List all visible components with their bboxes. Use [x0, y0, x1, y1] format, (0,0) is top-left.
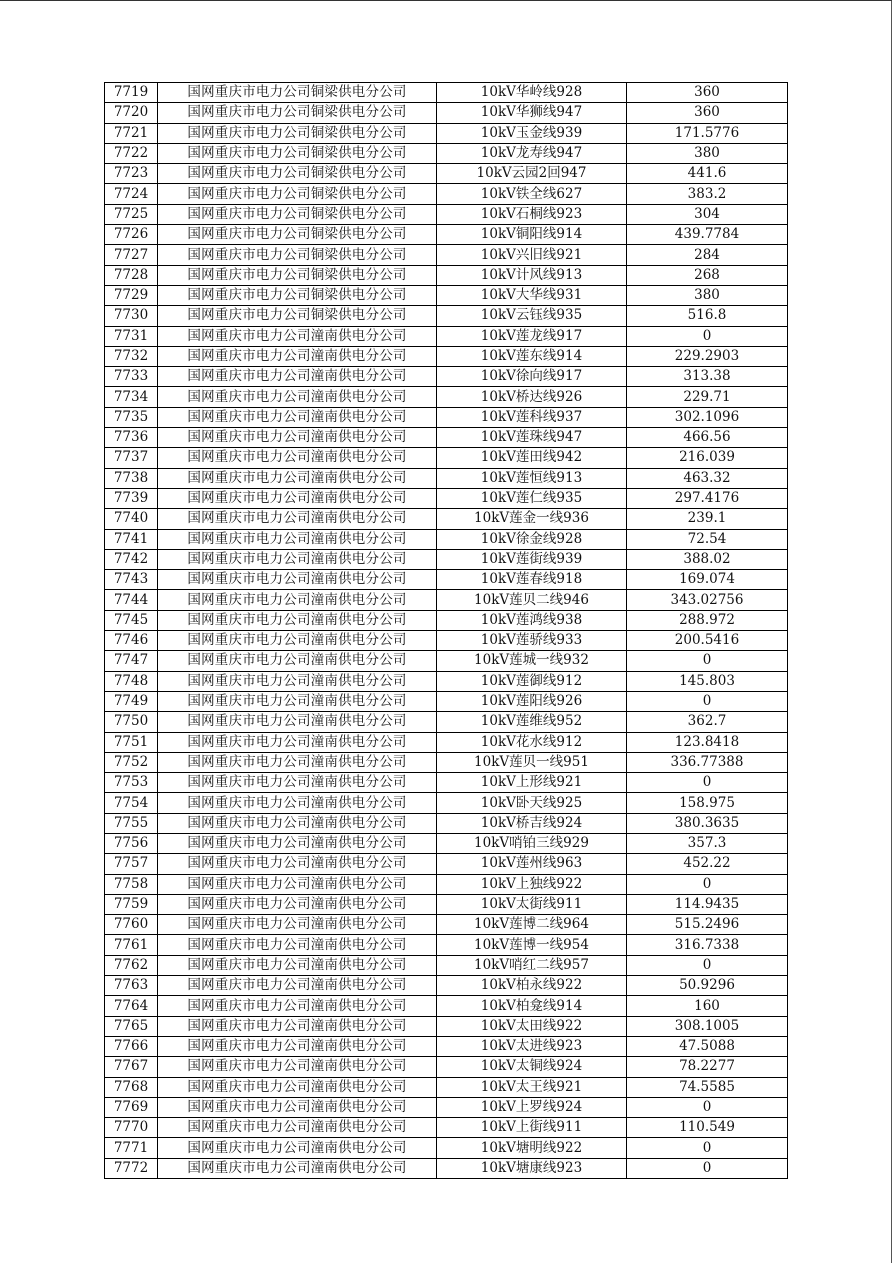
company-cell: 国网重庆市电力公司潼南供电分公司	[158, 326, 437, 346]
line-name-cell: 10kV龙寿线947	[437, 143, 627, 163]
value-cell: 239.1	[627, 509, 788, 529]
table-row	[105, 935, 788, 955]
row-number-cell: 7751	[105, 732, 158, 752]
company-cell: 国网重庆市电力公司潼南供电分公司	[158, 671, 437, 691]
table-row	[105, 1138, 788, 1158]
value-cell: 466.56	[627, 428, 788, 448]
row-number-cell: 7753	[105, 773, 158, 793]
line-name-cell: 10kV莲龙线917	[437, 326, 627, 346]
value-cell: 316.7338	[627, 935, 788, 955]
row-number-cell: 7735	[105, 407, 158, 427]
company-cell: 国网重庆市电力公司潼南供电分公司	[158, 488, 437, 508]
value-cell: 0	[627, 955, 788, 975]
company-cell: 国网重庆市电力公司铜梁供电分公司	[158, 184, 437, 204]
line-name-cell: 10kV莲骄线933	[437, 631, 627, 651]
table-row	[105, 1158, 788, 1178]
company-cell: 国网重庆市电力公司潼南供电分公司	[158, 752, 437, 772]
table-row	[105, 326, 788, 346]
table-row	[105, 204, 788, 224]
table-row	[105, 265, 788, 285]
line-name-cell: 10kV花水线912	[437, 732, 627, 752]
row-number-cell: 7742	[105, 549, 158, 569]
line-name-cell: 10kV柏永线922	[437, 976, 627, 996]
line-name-cell: 10kV莲仁线935	[437, 488, 627, 508]
row-number-cell: 7765	[105, 1016, 158, 1036]
table-row	[105, 164, 788, 184]
value-cell: 110.549	[627, 1118, 788, 1138]
company-cell: 国网重庆市电力公司潼南供电分公司	[158, 712, 437, 732]
row-number-cell: 7764	[105, 996, 158, 1016]
line-name-cell: 10kV莲博一线954	[437, 935, 627, 955]
row-number-cell: 7727	[105, 245, 158, 265]
table-row	[105, 631, 788, 651]
line-name-cell: 10kV太田线922	[437, 1016, 627, 1036]
value-cell: 169.074	[627, 570, 788, 590]
row-number-cell: 7759	[105, 894, 158, 914]
row-number-cell: 7725	[105, 204, 158, 224]
line-name-cell: 10kV徐金线928	[437, 529, 627, 549]
value-cell: 216.039	[627, 448, 788, 468]
value-cell: 302.1096	[627, 407, 788, 427]
table-row	[105, 671, 788, 691]
line-name-cell: 10kV莲维线952	[437, 712, 627, 732]
table-row	[105, 1097, 788, 1117]
value-cell: 268	[627, 265, 788, 285]
value-cell: 0	[627, 1158, 788, 1178]
line-name-cell: 10kV桥吉线924	[437, 813, 627, 833]
company-cell: 国网重庆市电力公司潼南供电分公司	[158, 854, 437, 874]
company-cell: 国网重庆市电力公司铜梁供电分公司	[158, 103, 437, 123]
line-name-cell: 10kV玉金线939	[437, 123, 627, 143]
row-number-cell: 7746	[105, 631, 158, 651]
company-cell: 国网重庆市电力公司潼南供电分公司	[158, 631, 437, 651]
value-cell: 114.9435	[627, 894, 788, 914]
row-number-cell: 7728	[105, 265, 158, 285]
value-cell: 304	[627, 204, 788, 224]
value-cell: 0	[627, 651, 788, 671]
company-cell: 国网重庆市电力公司潼南供电分公司	[158, 732, 437, 752]
table-row	[105, 590, 788, 610]
value-cell: 308.1005	[627, 1016, 788, 1036]
company-cell: 国网重庆市电力公司铜梁供电分公司	[158, 225, 437, 245]
company-cell: 国网重庆市电力公司潼南供电分公司	[158, 1118, 437, 1138]
line-name-cell: 10kV太铜线924	[437, 1057, 627, 1077]
line-name-cell: 10kV哨红二线957	[437, 955, 627, 975]
line-name-cell: 10kV莲恒线913	[437, 468, 627, 488]
value-cell: 78.2277	[627, 1057, 788, 1077]
table-row	[105, 529, 788, 549]
table-row	[105, 83, 788, 103]
line-name-cell: 10kV柏龛线914	[437, 996, 627, 1016]
row-number-cell: 7752	[105, 752, 158, 772]
company-cell: 国网重庆市电力公司潼南供电分公司	[158, 1158, 437, 1178]
company-cell: 国网重庆市电力公司潼南供电分公司	[158, 387, 437, 407]
line-name-cell: 10kV铁全线627	[437, 184, 627, 204]
row-number-cell: 7763	[105, 976, 158, 996]
line-name-cell: 10kV上形线921	[437, 773, 627, 793]
row-number-cell: 7738	[105, 468, 158, 488]
row-number-cell: 7756	[105, 833, 158, 853]
line-name-cell: 10kV莲田线942	[437, 448, 627, 468]
value-cell: 0	[627, 1138, 788, 1158]
value-cell: 0	[627, 691, 788, 711]
company-cell: 国网重庆市电力公司潼南供电分公司	[158, 955, 437, 975]
value-cell: 463.32	[627, 468, 788, 488]
table-row	[105, 184, 788, 204]
row-number-cell: 7771	[105, 1138, 158, 1158]
value-cell: 357.3	[627, 833, 788, 853]
value-cell: 74.5585	[627, 1077, 788, 1097]
row-number-cell: 7755	[105, 813, 158, 833]
company-cell: 国网重庆市电力公司潼南供电分公司	[158, 1138, 437, 1158]
row-number-cell: 7761	[105, 935, 158, 955]
table-row	[105, 1036, 788, 1056]
line-name-cell: 10kV计风线913	[437, 265, 627, 285]
value-cell: 0	[627, 773, 788, 793]
value-cell: 171.5776	[627, 123, 788, 143]
row-number-cell: 7743	[105, 570, 158, 590]
value-cell: 336.77388	[627, 752, 788, 772]
line-name-cell: 10kV莲阳线926	[437, 691, 627, 711]
line-name-cell: 10kV云园2回947	[437, 164, 627, 184]
table-row	[105, 428, 788, 448]
value-cell: 160	[627, 996, 788, 1016]
table-row	[105, 245, 788, 265]
line-name-cell: 10kV华岭线928	[437, 83, 627, 103]
line-name-cell: 10kV莲贝二线946	[437, 590, 627, 610]
value-cell: 297.4176	[627, 488, 788, 508]
row-number-cell: 7733	[105, 367, 158, 387]
row-number-cell: 7734	[105, 387, 158, 407]
company-cell: 国网重庆市电力公司潼南供电分公司	[158, 570, 437, 590]
table-row	[105, 894, 788, 914]
table-row	[105, 143, 788, 163]
table-row	[105, 1077, 788, 1097]
row-number-cell: 7726	[105, 225, 158, 245]
company-cell: 国网重庆市电力公司潼南供电分公司	[158, 691, 437, 711]
value-cell: 158.975	[627, 793, 788, 813]
value-cell: 288.972	[627, 610, 788, 630]
line-name-cell: 10kV石桐线923	[437, 204, 627, 224]
value-cell: 360	[627, 83, 788, 103]
table-row	[105, 225, 788, 245]
company-cell: 国网重庆市电力公司潼南供电分公司	[158, 1077, 437, 1097]
row-number-cell: 7730	[105, 306, 158, 326]
row-number-cell: 7768	[105, 1077, 158, 1097]
company-cell: 国网重庆市电力公司潼南供电分公司	[158, 874, 437, 894]
row-number-cell: 7750	[105, 712, 158, 732]
value-cell: 47.5088	[627, 1036, 788, 1056]
line-name-cell: 10kV莲珠线947	[437, 428, 627, 448]
company-cell: 国网重庆市电力公司铜梁供电分公司	[158, 83, 437, 103]
value-cell: 441.6	[627, 164, 788, 184]
row-number-cell: 7772	[105, 1158, 158, 1178]
table-row	[105, 691, 788, 711]
row-number-cell: 7758	[105, 874, 158, 894]
company-cell: 国网重庆市电力公司潼南供电分公司	[158, 651, 437, 671]
company-cell: 国网重庆市电力公司潼南供电分公司	[158, 509, 437, 529]
company-cell: 国网重庆市电力公司潼南供电分公司	[158, 407, 437, 427]
company-cell: 国网重庆市电力公司潼南供电分公司	[158, 793, 437, 813]
company-cell: 国网重庆市电力公司潼南供电分公司	[158, 1016, 437, 1036]
value-cell: 343.02756	[627, 590, 788, 610]
line-name-cell: 10kV莲金一线936	[437, 509, 627, 529]
line-name-cell: 10kV上街线911	[437, 1118, 627, 1138]
value-cell: 145.803	[627, 671, 788, 691]
table-row	[105, 773, 788, 793]
value-cell: 452.22	[627, 854, 788, 874]
company-cell: 国网重庆市电力公司潼南供电分公司	[158, 549, 437, 569]
table-row	[105, 712, 788, 732]
table-row	[105, 813, 788, 833]
table-row	[105, 976, 788, 996]
company-cell: 国网重庆市电力公司潼南供电分公司	[158, 976, 437, 996]
value-cell: 313.38	[627, 367, 788, 387]
row-number-cell: 7749	[105, 691, 158, 711]
row-number-cell: 7723	[105, 164, 158, 184]
value-cell: 229.2903	[627, 346, 788, 366]
row-number-cell: 7721	[105, 123, 158, 143]
company-cell: 国网重庆市电力公司潼南供电分公司	[158, 935, 437, 955]
row-number-cell: 7737	[105, 448, 158, 468]
company-cell: 国网重庆市电力公司潼南供电分公司	[158, 996, 437, 1016]
table-row	[105, 367, 788, 387]
line-name-cell: 10kV桥达线926	[437, 387, 627, 407]
line-capacity-table	[104, 82, 788, 1179]
table-row	[105, 509, 788, 529]
value-cell: 380	[627, 285, 788, 305]
company-cell: 国网重庆市电力公司潼南供电分公司	[158, 894, 437, 914]
table-row	[105, 833, 788, 853]
value-cell: 439.7784	[627, 225, 788, 245]
line-name-cell: 10kV华狮线947	[437, 103, 627, 123]
row-number-cell: 7724	[105, 184, 158, 204]
table-body	[105, 83, 788, 1179]
company-cell: 国网重庆市电力公司铜梁供电分公司	[158, 285, 437, 305]
row-number-cell: 7754	[105, 793, 158, 813]
line-name-cell: 10kV莲贝一线951	[437, 752, 627, 772]
line-name-cell: 10kV塘明线922	[437, 1138, 627, 1158]
company-cell: 国网重庆市电力公司潼南供电分公司	[158, 1057, 437, 1077]
value-cell: 380	[627, 143, 788, 163]
row-number-cell: 7760	[105, 915, 158, 935]
row-number-cell: 7732	[105, 346, 158, 366]
table-row	[105, 854, 788, 874]
company-cell: 国网重庆市电力公司潼南供电分公司	[158, 346, 437, 366]
table-row	[105, 468, 788, 488]
table-row	[105, 407, 788, 427]
row-number-cell: 7740	[105, 509, 158, 529]
table-row	[105, 1118, 788, 1138]
company-cell: 国网重庆市电力公司潼南供电分公司	[158, 529, 437, 549]
table-row	[105, 448, 788, 468]
row-number-cell: 7720	[105, 103, 158, 123]
table-row	[105, 996, 788, 1016]
table-row	[105, 570, 788, 590]
table-row	[105, 103, 788, 123]
row-number-cell: 7744	[105, 590, 158, 610]
line-name-cell: 10kV莲博二线964	[437, 915, 627, 935]
row-number-cell: 7766	[105, 1036, 158, 1056]
value-cell: 229.71	[627, 387, 788, 407]
table-row	[105, 549, 788, 569]
value-cell: 123.8418	[627, 732, 788, 752]
value-cell: 388.02	[627, 549, 788, 569]
table-row	[105, 1057, 788, 1077]
line-name-cell: 10kV莲街线939	[437, 549, 627, 569]
line-name-cell: 10kV莲城一线932	[437, 651, 627, 671]
company-cell: 国网重庆市电力公司潼南供电分公司	[158, 367, 437, 387]
value-cell: 516.8	[627, 306, 788, 326]
value-cell: 50.9296	[627, 976, 788, 996]
row-number-cell: 7719	[105, 83, 158, 103]
line-name-cell: 10kV莲御线912	[437, 671, 627, 691]
table-row	[105, 955, 788, 975]
value-cell: 380.3635	[627, 813, 788, 833]
line-name-cell: 10kV徐向线917	[437, 367, 627, 387]
value-cell: 0	[627, 326, 788, 346]
company-cell: 国网重庆市电力公司铜梁供电分公司	[158, 306, 437, 326]
company-cell: 国网重庆市电力公司潼南供电分公司	[158, 610, 437, 630]
row-number-cell: 7731	[105, 326, 158, 346]
table-row	[105, 346, 788, 366]
row-number-cell: 7739	[105, 488, 158, 508]
line-name-cell: 10kV塘康线923	[437, 1158, 627, 1178]
line-name-cell: 10kV哨铂三线929	[437, 833, 627, 853]
value-cell: 284	[627, 245, 788, 265]
company-cell: 国网重庆市电力公司潼南供电分公司	[158, 813, 437, 833]
company-cell: 国网重庆市电力公司潼南供电分公司	[158, 448, 437, 468]
row-number-cell: 7741	[105, 529, 158, 549]
table-row	[105, 285, 788, 305]
company-cell: 国网重庆市电力公司潼南供电分公司	[158, 915, 437, 935]
table-row	[105, 651, 788, 671]
row-number-cell: 7722	[105, 143, 158, 163]
line-name-cell: 10kV莲鸿线938	[437, 610, 627, 630]
row-number-cell: 7736	[105, 428, 158, 448]
row-number-cell: 7757	[105, 854, 158, 874]
row-number-cell: 7767	[105, 1057, 158, 1077]
line-name-cell: 10kV云钰线935	[437, 306, 627, 326]
line-name-cell: 10kV莲州线963	[437, 854, 627, 874]
table-row	[105, 306, 788, 326]
line-name-cell: 10kV上独线922	[437, 874, 627, 894]
table-row	[105, 387, 788, 407]
row-number-cell: 7729	[105, 285, 158, 305]
value-cell: 360	[627, 103, 788, 123]
company-cell: 国网重庆市电力公司铜梁供电分公司	[158, 265, 437, 285]
line-name-cell: 10kV莲东线914	[437, 346, 627, 366]
company-cell: 国网重庆市电力公司潼南供电分公司	[158, 1036, 437, 1056]
table-row	[105, 732, 788, 752]
line-name-cell: 10kV莲春线918	[437, 570, 627, 590]
value-cell: 362.7	[627, 712, 788, 732]
line-name-cell: 10kV太王线921	[437, 1077, 627, 1097]
value-cell: 72.54	[627, 529, 788, 549]
line-name-cell: 10kV莲科线937	[437, 407, 627, 427]
table-row	[105, 488, 788, 508]
value-cell: 200.5416	[627, 631, 788, 651]
table-row	[105, 874, 788, 894]
company-cell: 国网重庆市电力公司铜梁供电分公司	[158, 164, 437, 184]
value-cell: 515.2496	[627, 915, 788, 935]
row-number-cell: 7770	[105, 1118, 158, 1138]
company-cell: 国网重庆市电力公司铜梁供电分公司	[158, 143, 437, 163]
row-number-cell: 7748	[105, 671, 158, 691]
line-name-cell: 10kV太街线911	[437, 894, 627, 914]
table-row	[105, 752, 788, 772]
company-cell: 国网重庆市电力公司潼南供电分公司	[158, 1097, 437, 1117]
line-name-cell: 10kV铜阳线914	[437, 225, 627, 245]
line-name-cell: 10kV大华线931	[437, 285, 627, 305]
line-name-cell: 10kV兴旧线921	[437, 245, 627, 265]
row-number-cell: 7747	[105, 651, 158, 671]
value-cell: 0	[627, 874, 788, 894]
value-cell: 0	[627, 1097, 788, 1117]
table-row	[105, 915, 788, 935]
table-row	[105, 610, 788, 630]
company-cell: 国网重庆市电力公司潼南供电分公司	[158, 833, 437, 853]
company-cell: 国网重庆市电力公司铜梁供电分公司	[158, 123, 437, 143]
line-name-cell: 10kV上罗线924	[437, 1097, 627, 1117]
company-cell: 国网重庆市电力公司铜梁供电分公司	[158, 204, 437, 224]
table-row	[105, 1016, 788, 1036]
row-number-cell: 7762	[105, 955, 158, 975]
row-number-cell: 7769	[105, 1097, 158, 1117]
row-number-cell: 7745	[105, 610, 158, 630]
company-cell: 国网重庆市电力公司潼南供电分公司	[158, 590, 437, 610]
company-cell: 国网重庆市电力公司铜梁供电分公司	[158, 245, 437, 265]
line-name-cell: 10kV太进线923	[437, 1036, 627, 1056]
line-name-cell: 10kV卧天线925	[437, 793, 627, 813]
company-cell: 国网重庆市电力公司潼南供电分公司	[158, 428, 437, 448]
table-row	[105, 793, 788, 813]
company-cell: 国网重庆市电力公司潼南供电分公司	[158, 773, 437, 793]
value-cell: 383.2	[627, 184, 788, 204]
table-row	[105, 123, 788, 143]
company-cell: 国网重庆市电力公司潼南供电分公司	[158, 468, 437, 488]
